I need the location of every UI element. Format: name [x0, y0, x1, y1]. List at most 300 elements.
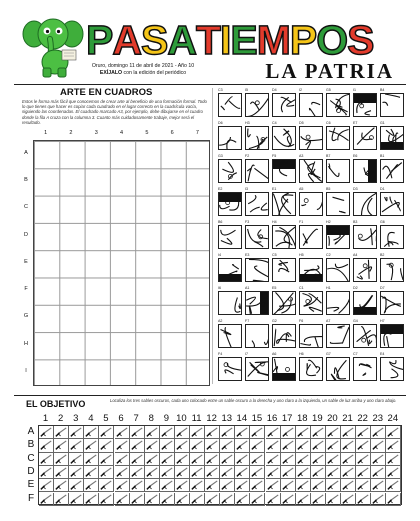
saber-cell[interactable] — [175, 493, 190, 506]
saber-column-label: 5 — [103, 413, 109, 424]
saber-cell[interactable] — [39, 426, 54, 439]
title-letter: I — [219, 17, 231, 63]
puzzle-tile — [299, 291, 323, 315]
saber-cell[interactable] — [356, 426, 371, 439]
title-letter: T — [195, 17, 220, 63]
column-label: 4 — [120, 130, 124, 136]
puzzle-tile — [218, 258, 242, 282]
saber-cell[interactable] — [266, 493, 281, 506]
tile-label: I1 — [353, 88, 356, 92]
row-label: I — [25, 368, 27, 375]
saber-cell[interactable] — [115, 439, 130, 452]
title-letter: S — [347, 17, 374, 63]
saber-cell[interactable] — [326, 479, 341, 492]
saber-cell[interactable] — [175, 466, 190, 479]
saber-cell[interactable] — [386, 466, 401, 479]
tile-label: F2 — [245, 154, 250, 158]
tile-label: E3 — [245, 253, 250, 257]
saber-cell[interactable] — [235, 453, 250, 466]
puzzle-tile — [272, 93, 296, 117]
saber-cell[interactable] — [266, 439, 281, 452]
saber-cell[interactable] — [281, 439, 296, 452]
puzzle-tile — [380, 357, 404, 381]
puzzle-tile — [218, 225, 242, 249]
puzzle-tile — [272, 159, 296, 183]
puzzle-tile — [326, 258, 350, 282]
saber-cell[interactable] — [190, 466, 205, 479]
saber-column-label: 24 — [387, 413, 399, 424]
tile-label: B4 — [380, 88, 385, 92]
saber-cell[interactable] — [326, 493, 341, 506]
puzzle-tile — [245, 357, 269, 381]
puzzle-tile — [380, 324, 404, 348]
saber-column-label: 6 — [118, 413, 124, 424]
tile-label: A6 — [272, 352, 277, 356]
saber-cell[interactable] — [356, 493, 371, 506]
tile-label: D2 — [353, 286, 358, 290]
saber-cell[interactable] — [39, 479, 54, 492]
puzzle-tile — [245, 258, 269, 282]
saber-cell[interactable] — [69, 493, 84, 506]
saber-cell[interactable] — [311, 439, 326, 452]
tagline-rest: con la edición del periódico — [122, 69, 187, 76]
saber-cell[interactable] — [115, 493, 130, 506]
saber-cell[interactable] — [281, 453, 296, 466]
tile-label: D1 — [380, 187, 385, 191]
puzzle-tile — [353, 159, 377, 183]
saber-column-label: 13 — [221, 413, 233, 424]
art-section-title: ARTE EN CUADROS — [60, 87, 153, 98]
saber-cell[interactable] — [371, 453, 386, 466]
title-letter: A — [167, 17, 196, 63]
tile-label: C2 — [326, 253, 331, 257]
saber-cell[interactable] — [54, 426, 69, 439]
saber-cell[interactable] — [130, 466, 145, 479]
saber-cell[interactable] — [130, 439, 145, 452]
saber-cell[interactable] — [356, 479, 371, 492]
saber-cell[interactable] — [371, 493, 386, 506]
saber-cell[interactable] — [205, 479, 220, 492]
saber-cell[interactable] — [145, 453, 160, 466]
tile-label: G7 — [326, 352, 331, 356]
tile-label: A7 — [326, 319, 331, 323]
tile-label: F1 — [299, 220, 304, 224]
puzzle-tile — [218, 324, 242, 348]
saber-cell[interactable] — [341, 493, 356, 506]
saber-cell[interactable] — [84, 439, 99, 452]
saber-cell[interactable] — [235, 426, 250, 439]
saber-cell[interactable] — [386, 439, 401, 452]
saber-column-label: 15 — [251, 413, 263, 424]
saber-cell[interactable] — [115, 466, 130, 479]
puzzle-tile — [299, 357, 323, 381]
title-letter: E — [230, 17, 257, 63]
tile-label: D6 — [218, 121, 223, 125]
row-label: C — [24, 204, 28, 211]
saber-cell[interactable] — [190, 479, 205, 492]
puzzle-tile — [380, 126, 404, 150]
saber-cell[interactable] — [99, 479, 114, 492]
saber-cell[interactable] — [39, 439, 54, 452]
saber-cell[interactable] — [311, 466, 326, 479]
saber-cell[interactable] — [371, 479, 386, 492]
tile-label: H3 — [245, 121, 250, 125]
saber-cell[interactable] — [250, 426, 265, 439]
saber-column-label: 10 — [176, 413, 187, 424]
title-letter: O — [316, 17, 348, 63]
saber-cell[interactable] — [250, 493, 265, 506]
saber-cell[interactable] — [371, 466, 386, 479]
tile-label: H6 — [299, 352, 304, 356]
tile-label: C1 — [299, 286, 304, 290]
saber-row-label: D — [27, 465, 35, 477]
saber-cell[interactable] — [190, 453, 205, 466]
saber-cell[interactable] — [341, 479, 356, 492]
saber-cell[interactable] — [220, 426, 235, 439]
tile-label: C3 — [218, 88, 223, 92]
puzzle-tile — [272, 258, 296, 282]
puzzle-tile — [380, 258, 404, 282]
puzzle-tile — [326, 324, 350, 348]
title-letter: A — [112, 17, 141, 63]
tile-label: E4 — [380, 352, 385, 356]
tile-label: I4 — [218, 253, 221, 257]
saber-cell[interactable] — [281, 479, 296, 492]
puzzle-tile — [299, 324, 323, 348]
saber-column-label: 20 — [327, 413, 338, 424]
puzzle-tile — [299, 159, 323, 183]
saber-cell[interactable] — [205, 426, 220, 439]
saber-cell[interactable] — [205, 466, 220, 479]
saber-cell[interactable] — [281, 426, 296, 439]
tile-label: I3 — [245, 187, 248, 191]
saber-cell[interactable] — [69, 479, 84, 492]
saber-cell[interactable] — [175, 426, 190, 439]
tile-label: B1 — [380, 154, 385, 158]
saber-cell[interactable] — [69, 439, 84, 452]
saber-cell[interactable] — [190, 439, 205, 452]
tile-label: B6 — [218, 220, 223, 224]
tile-label: B2 — [380, 253, 385, 257]
saber-cell[interactable] — [341, 466, 356, 479]
saber-cell[interactable] — [130, 453, 145, 466]
saber-cell[interactable] — [130, 479, 145, 492]
saber-cell[interactable] — [371, 439, 386, 452]
tile-label: H5 — [299, 253, 304, 257]
saber-cell[interactable] — [205, 439, 220, 452]
header-divider — [14, 84, 406, 85]
saber-column-label: 23 — [372, 413, 384, 424]
tile-label: E2 — [218, 187, 223, 191]
column-label: 5 — [145, 130, 149, 136]
tile-label: A3 — [299, 154, 304, 158]
saber-cell[interactable] — [386, 426, 401, 439]
saber-cell[interactable] — [54, 453, 69, 466]
saber-cell[interactable] — [341, 439, 356, 452]
saber-cell[interactable] — [356, 453, 371, 466]
saber-cell[interactable] — [99, 466, 114, 479]
saber-column-label: 19 — [312, 413, 323, 424]
tile-label: G6 — [380, 220, 385, 224]
saber-column-label: 4 — [88, 413, 94, 424]
saber-cell[interactable] — [250, 439, 265, 452]
puzzle-tile — [218, 159, 242, 183]
column-label: 7 — [195, 130, 199, 136]
saber-cell[interactable] — [311, 426, 326, 439]
row-label: E — [24, 258, 28, 265]
saber-cell[interactable] — [266, 479, 281, 492]
tile-label: D3 — [353, 187, 358, 191]
saber-cell[interactable] — [220, 493, 235, 506]
puzzle-tile — [353, 192, 377, 216]
saber-cell[interactable] — [54, 466, 69, 479]
saber-cell[interactable] — [296, 466, 311, 479]
tile-label: F3 — [245, 220, 250, 224]
column-label: 1 — [44, 130, 48, 136]
saber-cell[interactable] — [190, 426, 205, 439]
puzzle-tile — [299, 192, 323, 216]
saber-cell[interactable] — [84, 479, 99, 492]
saber-cell[interactable] — [130, 426, 145, 439]
saber-cell[interactable] — [160, 453, 175, 466]
saber-cell[interactable] — [296, 453, 311, 466]
tile-label: G3 — [218, 154, 223, 158]
puzzle-tile — [326, 225, 350, 249]
tile-label: I2 — [299, 88, 302, 92]
saber-cell[interactable] — [175, 479, 190, 492]
saber-cell[interactable] — [220, 439, 235, 452]
row-label: D — [24, 231, 28, 238]
saber-column-label: 14 — [236, 413, 248, 424]
saber-cell[interactable] — [84, 426, 99, 439]
saber-column-label: 21 — [342, 413, 353, 424]
saber-cell[interactable] — [266, 426, 281, 439]
tile-label: I7 — [245, 352, 248, 356]
saber-cell[interactable] — [69, 453, 84, 466]
saber-cell[interactable] — [145, 493, 160, 506]
saber-cell[interactable] — [145, 479, 160, 492]
tile-label: H1 — [326, 286, 331, 290]
saber-cell[interactable] — [99, 439, 114, 452]
saber-cell[interactable] — [356, 466, 371, 479]
row-label: A — [24, 149, 28, 156]
saber-row-label: B — [27, 439, 35, 451]
saber-cell[interactable] — [145, 439, 160, 452]
saber-cell[interactable] — [84, 453, 99, 466]
saber-cell[interactable] — [39, 453, 54, 466]
tile-label: F6 — [299, 319, 304, 323]
saber-cell[interactable] — [311, 493, 326, 506]
saber-cell[interactable] — [296, 493, 311, 506]
saber-cell[interactable] — [130, 493, 145, 506]
column-label: 6 — [170, 130, 174, 136]
saber-cell[interactable] — [235, 466, 250, 479]
tile-label: H4 — [272, 220, 277, 224]
tile-label: B3 — [353, 220, 358, 224]
saber-cell[interactable] — [99, 453, 114, 466]
row-label: G — [23, 313, 29, 320]
puzzle-tile — [272, 324, 296, 348]
saber-cell[interactable] — [371, 426, 386, 439]
puzzle-tile — [326, 159, 350, 183]
tile-label: C6 — [326, 121, 331, 125]
saber-cell[interactable] — [54, 479, 69, 492]
puzzle-tile — [353, 324, 377, 348]
puzzle-tile — [245, 192, 269, 216]
saber-cell[interactable] — [386, 453, 401, 466]
puzzle-tile — [353, 126, 377, 150]
saber-cell[interactable] — [145, 466, 160, 479]
newspaper-brand: LA PATRIA — [265, 59, 394, 83]
saber-cell[interactable] — [326, 426, 341, 439]
tile-label: E6 — [353, 154, 358, 158]
saber-cell[interactable] — [341, 426, 356, 439]
saber-cell[interactable] — [69, 466, 84, 479]
masthead-title — [86, 18, 396, 62]
saber-cell[interactable] — [220, 479, 235, 492]
puzzle-tile — [218, 291, 242, 315]
saber-cell[interactable] — [386, 479, 401, 492]
saber-cell[interactable] — [266, 453, 281, 466]
saber-row-label: F — [27, 492, 35, 504]
saber-cell[interactable] — [205, 493, 220, 506]
puzzle-tile — [245, 126, 269, 150]
saber-cell[interactable] — [220, 466, 235, 479]
row-label: F — [24, 286, 28, 293]
saber-cell[interactable] — [54, 439, 69, 452]
saber-cell[interactable] — [190, 493, 205, 506]
puzzle-tile — [272, 192, 296, 216]
saber-cell[interactable] — [250, 479, 265, 492]
puzzle-tile — [218, 192, 242, 216]
saber-row-label: E — [27, 479, 35, 491]
saber-cell[interactable] — [115, 479, 130, 492]
saber-cell[interactable] — [326, 439, 341, 452]
saber-cell[interactable] — [281, 466, 296, 479]
saber-cell[interactable] — [326, 453, 341, 466]
tile-label: H2 — [326, 220, 331, 224]
saber-cell[interactable] — [220, 453, 235, 466]
tile-label: G2 — [272, 319, 277, 323]
saber-cell[interactable] — [326, 466, 341, 479]
puzzle-tile — [245, 225, 269, 249]
puzzle-tile — [326, 357, 350, 381]
art-instructions: Estos le forma más fácil que conocemos de crear arte al beneficio de una formación formal. Todo lo que tienes que hacer es copiar cada cuadrado en el lugar correcto en la cuadrícula vacía, siguiendo las coordenadas. El cuadrado marcado A3, por ejemplo, debe dibujarse en el cuadro donde la fila A cruza con la columna 3. Cuanto más cuidadosamente trabaje, mejor será el resultado. — [22, 99, 207, 125]
saber-cell[interactable] — [115, 426, 130, 439]
puzzle-tile — [245, 324, 269, 348]
saber-cell[interactable] — [235, 493, 250, 506]
objective-section-title: EL OBJETIVO — [26, 399, 86, 409]
saber-cell[interactable] — [160, 439, 175, 452]
saber-cell[interactable] — [175, 453, 190, 466]
tile-label: B5 — [326, 187, 331, 191]
tile-label: G1 — [380, 121, 385, 125]
saber-cell[interactable] — [341, 453, 356, 466]
puzzle-tile — [353, 357, 377, 381]
title-letter: P — [289, 17, 317, 63]
saber-row-label: A — [27, 426, 35, 437]
puzzle-tile — [380, 93, 404, 117]
saber-row-label: C — [27, 452, 35, 464]
saber-column-label: 22 — [357, 413, 368, 424]
saber-cell[interactable] — [356, 439, 371, 452]
saber-cell[interactable] — [235, 439, 250, 452]
puzzle-tile — [380, 192, 404, 216]
saber-cell[interactable] — [84, 493, 99, 506]
title-letter: M — [256, 17, 290, 63]
title-letter: P — [86, 17, 113, 63]
saber-cell[interactable] — [39, 493, 54, 506]
saber-cell[interactable] — [84, 466, 99, 479]
saber-cell[interactable] — [281, 493, 296, 506]
column-label: 3 — [94, 130, 98, 136]
puzzle-tile — [245, 291, 269, 315]
saber-cell[interactable] — [386, 493, 401, 506]
tile-label: G4 — [353, 319, 358, 323]
saber-cell[interactable] — [205, 453, 220, 466]
row-label: B — [24, 176, 28, 183]
saber-cell[interactable] — [69, 426, 84, 439]
saber-cell[interactable] — [296, 479, 311, 492]
puzzle-tile — [353, 258, 377, 282]
puzzle-tile — [326, 126, 350, 150]
saber-cell[interactable] — [54, 493, 69, 506]
saber-cell[interactable] — [160, 426, 175, 439]
saber-cell[interactable] — [39, 466, 54, 479]
saber-column-label: 8 — [148, 413, 154, 424]
puzzle-tile — [353, 291, 377, 315]
saber-cell[interactable] — [145, 426, 160, 439]
saber-cell[interactable] — [175, 439, 190, 452]
saber-cell[interactable] — [250, 453, 265, 466]
puzzle-tile — [380, 291, 404, 315]
row-label: H — [24, 340, 28, 347]
puzzle-tile — [299, 126, 323, 150]
tile-label: A5 — [299, 187, 304, 191]
saber-cell[interactable] — [99, 493, 114, 506]
puzzle-tile — [299, 225, 323, 249]
tile-label: C5 — [272, 253, 277, 257]
title-letter: S — [140, 17, 168, 63]
saber-cell[interactable] — [296, 439, 311, 452]
puzzle-tile — [326, 291, 350, 315]
saber-cell[interactable] — [296, 426, 311, 439]
drawing-grid[interactable] — [33, 140, 210, 386]
saber-cell[interactable] — [160, 479, 175, 492]
saber-cell[interactable] — [235, 479, 250, 492]
tile-label: A1 — [245, 286, 250, 290]
tile-label: D7 — [380, 286, 385, 290]
saber-column-label: 17 — [281, 413, 293, 424]
saber-column-label: 18 — [296, 413, 308, 424]
saber-grid[interactable] — [38, 425, 402, 505]
puzzle-tile — [245, 93, 269, 117]
saber-cell[interactable] — [250, 466, 265, 479]
tile-label: A2 — [218, 319, 223, 323]
saber-cell[interactable] — [266, 466, 281, 479]
saber-cell[interactable] — [99, 426, 114, 439]
saber-cell[interactable] — [115, 453, 130, 466]
saber-cell[interactable] — [311, 479, 326, 492]
saber-column-label: 3 — [73, 413, 79, 424]
puzzle-tile — [245, 159, 269, 183]
tagline-bold: EXÍJALO — [99, 69, 123, 76]
puzzle-tile — [353, 225, 377, 249]
section-separator — [212, 88, 213, 384]
saber-cell[interactable] — [160, 466, 175, 479]
saber-cell[interactable] — [311, 453, 326, 466]
saber-cell[interactable] — [160, 493, 175, 506]
